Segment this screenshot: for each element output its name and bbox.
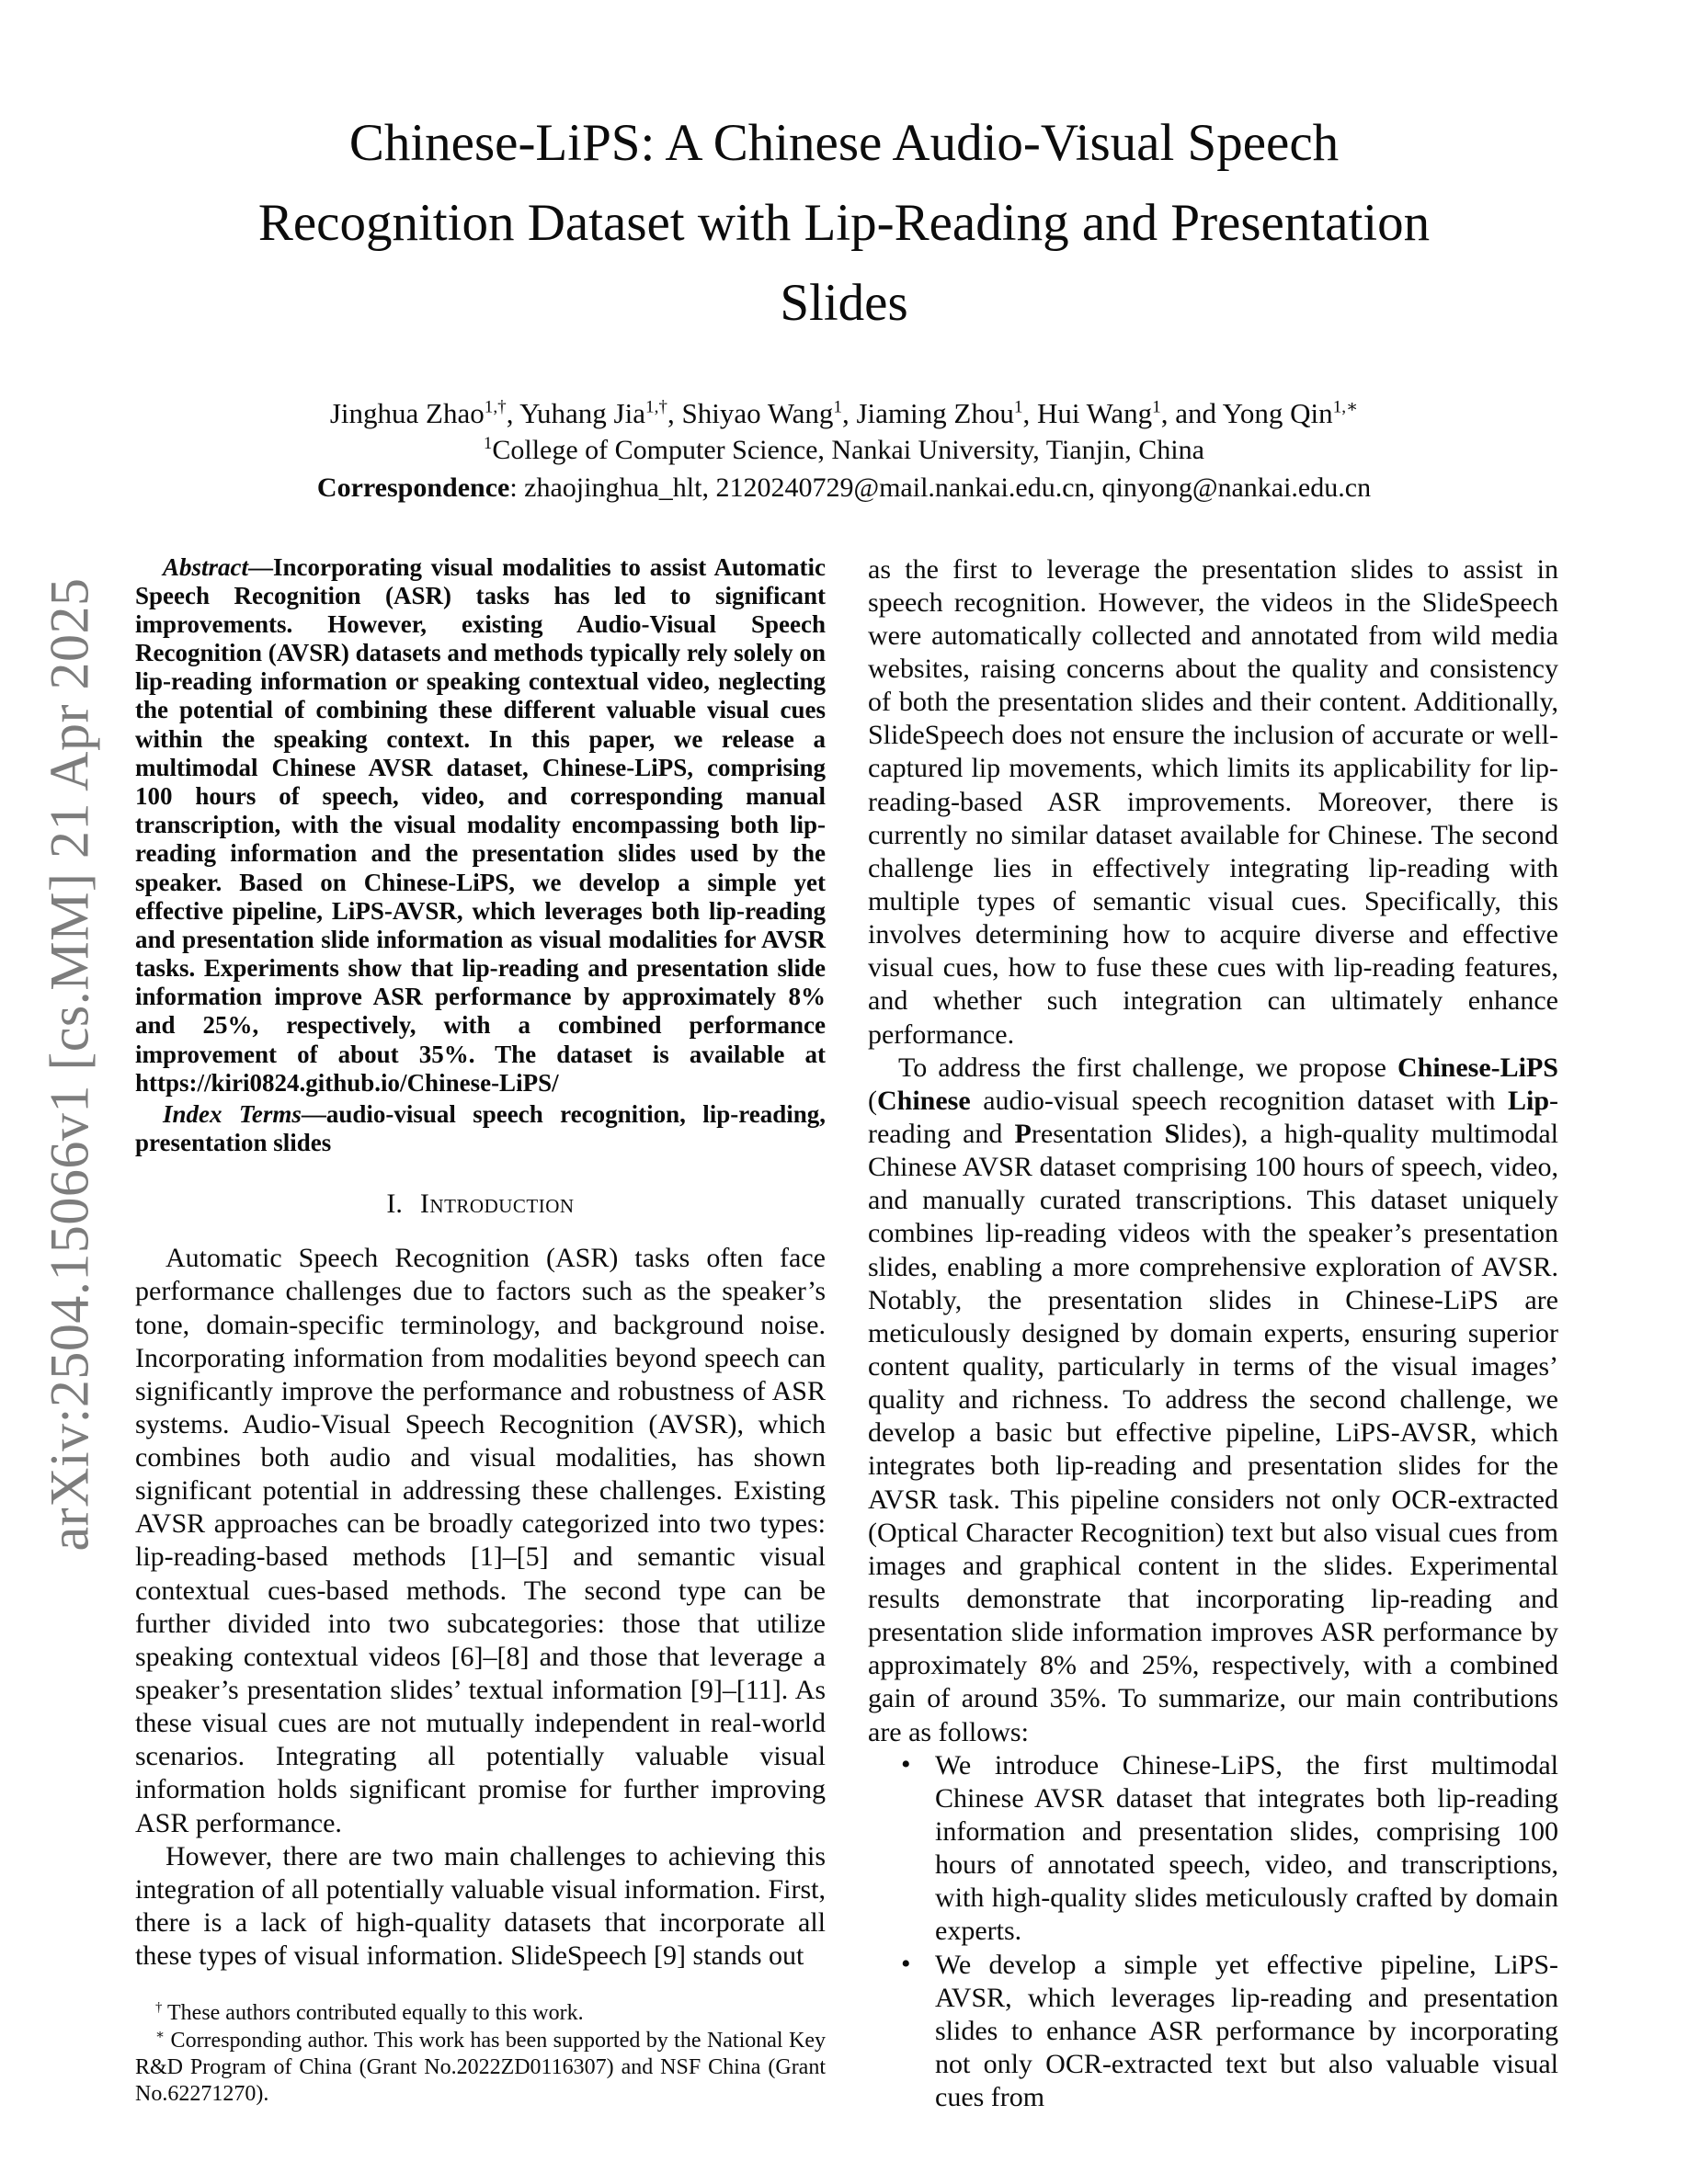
intro-paragraph-2: However, there are two main challenges to achieving this integration of all potentially valuable visual information. First, there is a lack of high-quality datasets that incorporate all these types of visual information. SlideSpeech [9] stands out <box>135 1840 826 1972</box>
contributions-list <box>868 1749 1558 2115</box>
contribution-item-pipeline: • We develop a simple yet effective pipeline, LiPS-AVSR, which leverages lip-reading and presentation slides to enhance ASR performance by incorporating not only OCR-extracted text but also valuable visual cues from <box>935 1949 1558 2115</box>
footnote-block <box>135 1973 826 2108</box>
arxiv-watermark: arXiv:2504.15066v1 [cs.MM] 21 Apr 2025 <box>39 577 100 1552</box>
abstract-paragraph: Abstract—Incorporating visual modalities to assist Automatic Speech Recognition (ASR) tasks has led to significant improvements. However, existing Audio-Visual Speech Recognition (AVSR) datasets and methods typically rely solely on lip-reading information or speaking contextual video, neglecting the potential of combining these different valuable visual cues within the speaking context. In this paper, we release a multimodal Chinese AVSR dataset, Chinese-LiPS, comprising 100 hours of speech, video, and corresponding manual transcription, with the visual modality encompassing both lip-reading information and the presentation slides used by the speaker. Based on Chinese-LiPS, we develop a simple yet effective pipeline, LiPS-AVSR, which leverages both lip-reading and presentation slide information as visual modalities for AVSR tasks. Experiments show that lip-reading and presentation slide information improve ASR performance by approximately 8% and 25%, respectively, with a combined performance improvement of about 35%. The dataset is available at https://kiri0824.github.io/Chinese-LiPS/ <box>135 552 826 1097</box>
paper-header <box>0 0 1688 504</box>
intro-paragraph-4: To address the first challenge, we propose Chinese-LiPS (Chinese audio-visual speech recognition dataset with Lip-reading and Presentation Slides), a high-quality multimodal Chinese AVSR dataset comprising 100 hours of speech, video, and manually curated transcriptions. This dataset uniquely combines lip-reading videos with the speaker’s presentation slides, enabling a more comprehensive exploration of AVSR. Notably, the presentation slides in Chinese-LiPS are meticulously designed by domain experts, ensuring superior content quality, particularly in terms of the visual images’ quality and richness. To address the second challenge, we develop a basic but effective pipeline, LiPS-AVSR, which integrates both lip-reading and presentation slides for the AVSR task. This pipeline considers not only OCR-extracted (Optical Character Recognition) text but also visual cues from images and graphical content in the slides. Experimental results demonstrate that incorporating lip-reading and presentation slide information improves ASR performance by approximately 8% and 25%, respectively, with a combined gain of around 35%. To summarize, our main contributions are as follows: <box>868 1052 1559 1747</box>
correspondence-line: Correspondence: zhaojinghua_hlt, 2120240729@mail.nankai.edu.cn, qinyong@nankai.edu.cn <box>316 472 1372 503</box>
section-heading-introduction <box>135 1189 826 1220</box>
contribution-item-dataset: • We introduce Chinese-LiPS, the first multimodal Chinese AVSR dataset that integrates both lip-reading information and presentation slides, comprising 100 hours of annotated speech, video, and transcriptions, with high-quality slides meticulously crafted by domain experts. <box>935 1749 1558 1949</box>
section-title: Introduction <box>419 1189 575 1220</box>
two-column-body <box>135 552 1559 2113</box>
section-number: I. <box>386 1189 403 1220</box>
index-terms: Index Terms—audio-visual speech recognition, lip-reading, presentation slides <box>135 1099 826 1157</box>
footnote-corresponding-author: ∗ Corresponding author. This work has been supported by the National Key R&D Program of China (Grant No.2022ZD0116307) and NSF China (Grant No.62271270). <box>135 2027 826 2107</box>
affiliation-line: $^1$College of Computer Science, Nankai University, Tianjin, China <box>484 433 1204 465</box>
intro-paragraph-1: Automatic Speech Recognition (ASR) tasks often face performance challenges due to factors such as the speaker’s tone, domain-specific terminology, and background noise. Incorporating information from modalities beyond speech can significantly improve the performance and robustness of ASR systems. Audio-Visual Speech Recognition (AVSR), which combines both audio and visual modalities, has shown significant potential in addressing these challenges. Existing AVSR approaches can be broadly categorized into two types: lip-reading-based methods [1]–[5] and semantic visual contextual cues-based methods. The second type can be further divided into two subcategories: those that utilize speaking contextual videos [6]–[8] and those that leverage a speaker’s presentation slides’ textual information [9]–[11]. As these visual cues are not mutually independent in real-world scenarios. Integrating all potentially valuable visual information holds significant promise for further improving ASR performance. <box>135 1243 826 1838</box>
footnote-equal-contribution: † These authors contributed equally to this work. <box>155 2000 584 2026</box>
right-column <box>868 553 1559 2113</box>
left-column <box>135 552 826 2107</box>
paper-title: Chinese-LiPS: A Chinese Audio-Visual Speech Recognition Dataset with Lip-Reading and Presentation Slides <box>257 114 1431 333</box>
authors-line: Jinghua Zhao$^{1,\dagger}$, Yuhang Jia$^{1,\dagger}$, Shiyao Wang$^1$, Jiaming Zhou$^1$, Hui Wang$^1$, and Yong Qin$^{1,∗}$ <box>329 396 1359 429</box>
intro-paragraph-3: as the first to leverage the presentation slides to assist in speech recognition. However, the videos in the SlideSpeech were automatically collected and annotated from wild media websites, raising concerns about the quality and consistency of both the presentation slides and their content. Additionally, SlideSpeech does not ensure the inclusion of accurate or well-captured lip movements, which limits its applicability for lip-reading-based ASR improvements. Moreover, there is currently no similar dataset available for Chinese. The second challenge lies in effectively integrating lip-reading with multiple types of semantic visual cues. Specifically, this involves determining how to acquire diverse and effective visual cues, how to fuse these cues with lip-reading features, and whether such integration can ultimately enhance performance. <box>868 553 1558 1050</box>
